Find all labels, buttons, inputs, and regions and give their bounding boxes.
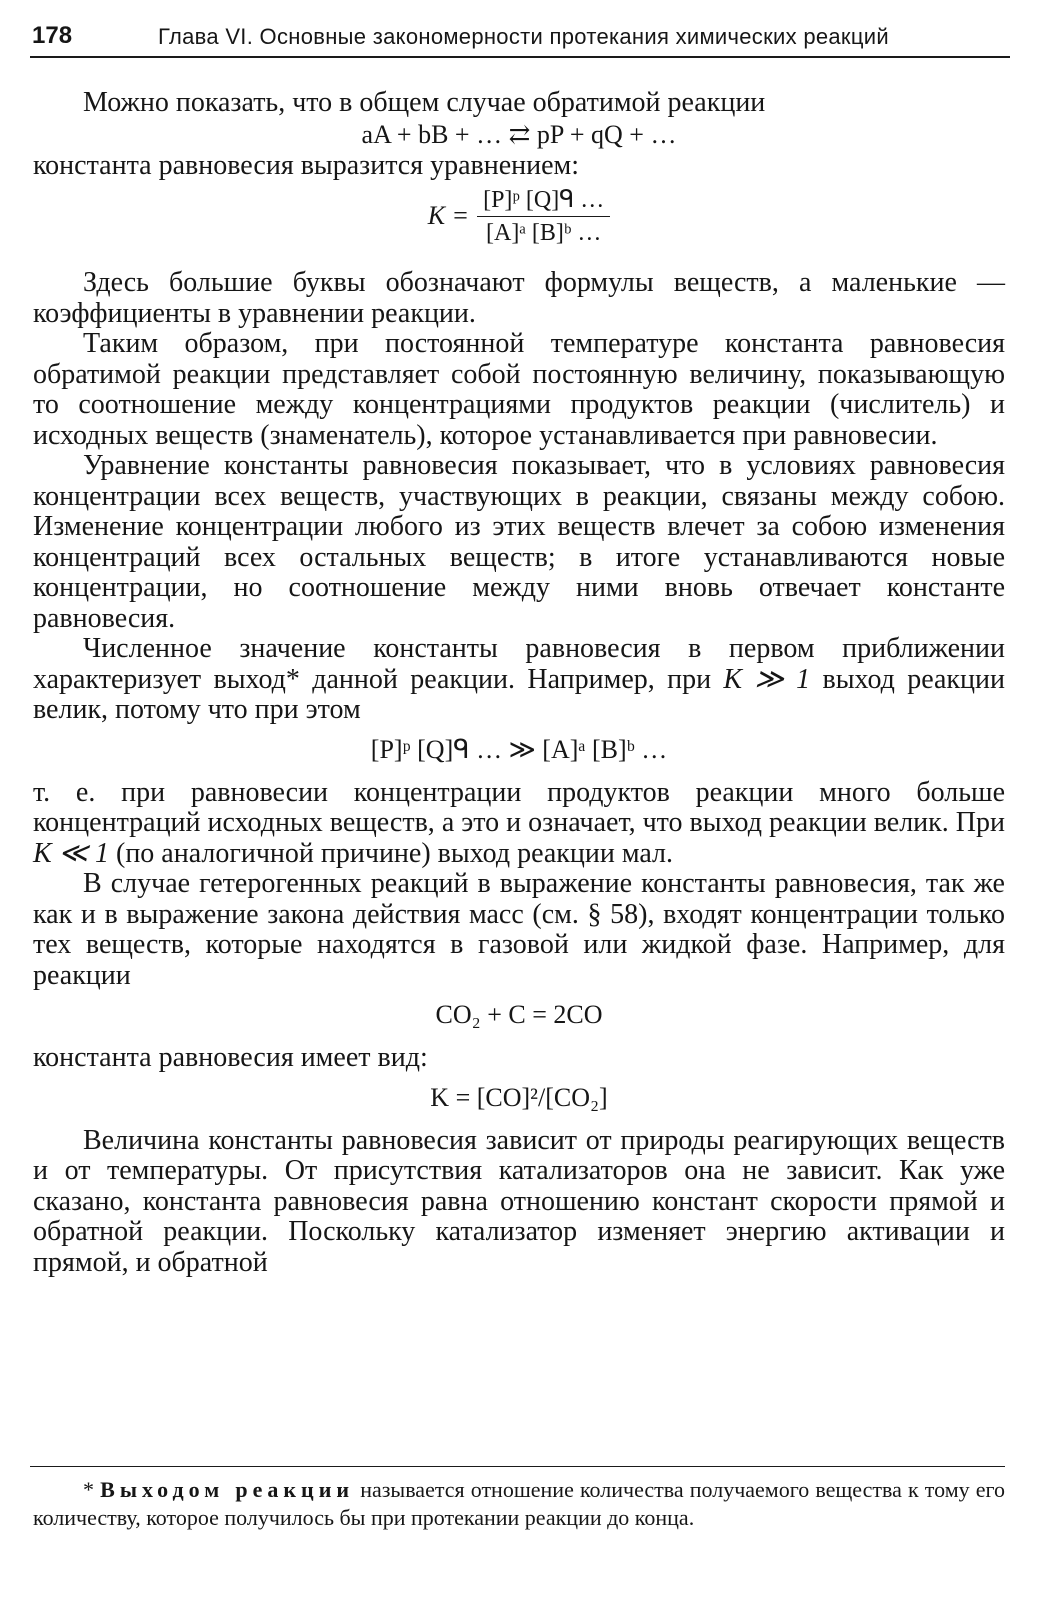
footnote-text: называется отношение количества получаемого вещества к тому его количеству, которое получилось бы при протекании реакции до конца. [33, 1477, 1006, 1530]
paragraph: Можно показать, что в общем случае обратимой реакции [83, 87, 766, 118]
equation-inequality: [P]ᵖ [Q]ᑫ … ≫ [A]ᵃ [B]ᵇ … [370, 734, 668, 764]
equation-co2: CO₂ + C = 2CO [435, 1000, 603, 1029]
equation-reaction: aA + bB + … ⇄ pP + qQ + … [361, 119, 677, 149]
page-header [30, 20, 1010, 58]
paragraph: константа равновесия имеет вид: [33, 1042, 428, 1073]
inline-math: K ≪ 1 [33, 837, 109, 869]
page-number: 178 [32, 22, 73, 49]
equation-k-co: K = [CO]²/[CO₂] [430, 1082, 608, 1112]
body-text [33, 88, 1005, 1278]
fraction-denominator: [A]ᵃ [B]ᵇ … [486, 220, 602, 246]
paragraph: константа равновесия выразится уравнением: [33, 149, 580, 181]
equation-lhs: K = [427, 201, 470, 231]
paragraph: В случае гетерогенных реакций в выражение константы равновесия, так же как и в выражение закона действия масс (см. § 58), входят концентрации только тех веществ, которые находятся в газовой или жидкой фазе. Например, для реакции [33, 868, 1005, 991]
footnote-term: Выходом реакции [100, 1477, 355, 1502]
paragraph: Уравнение константы равновесия показывает, что в условиях равновесия концентрации всех веществ, участвующих в реакции, связаны между собою. Изменение концентрации любого из этих веществ влечет за собою изменения концентраций всех остальных веществ; в итоге устанавливаются новые концентрации, но соотношение между ними вновь отвечает константе равновесия. [33, 450, 1005, 634]
paragraph-text: т. е. при равновесии концентрации продуктов реакции много больше концентраций исходных веществ, а это и означает, что выход реакции велик. При [33, 776, 1005, 838]
footnote-divider [30, 1466, 1005, 1467]
paragraph: Здесь большие буквы обозначают формулы веществ, а маленькие — коэффициенты в уравнении реакции. [33, 267, 1005, 329]
footnote-marker: * [285, 663, 300, 695]
paragraph: Величина константы равновесия зависит от природы реагирующих веществ и от температуры. От присутствия катализаторов она не зависит. Как уже сказано, константа равновесия равна отношению констант скорости прямой и обратной реакции. Поскольку катализатор изменяет энергию активации и прямой, и обратной [33, 1124, 1005, 1278]
paragraph: Таким образом, при постоянной температуре константа равновесия обратимой реакции представляет собой постоянную величину, показывающую то соотношение между концентрациями продуктов реакции (числитель) и исходных веществ (знаменатель), которое устанавливается при равновесии. [33, 328, 1005, 451]
fraction-numerator: [P]ᵖ [Q]ᑫ … [477, 185, 610, 217]
paragraph-text: (по аналогичной причине) выход реакции мал. [109, 837, 673, 869]
fraction [477, 185, 610, 248]
running-title: Глава VI. Основные закономерности протекания химических реакций [158, 24, 889, 49]
footnote-marker: * [83, 1477, 101, 1502]
paragraph [33, 634, 1005, 726]
paragraph-text: данной реакции. Например, при [299, 663, 724, 695]
footnote [33, 1476, 1005, 1532]
paragraph [33, 778, 1005, 870]
inline-math: K ≫ 1 [723, 663, 811, 695]
paragraph-text: выход реакции велик, потому что при этом [33, 663, 1005, 725]
paragraph-text: Численное значение константы равновесия в первом приближении характеризует выход [33, 633, 1005, 695]
equation-equilibrium-constant [33, 185, 1005, 248]
